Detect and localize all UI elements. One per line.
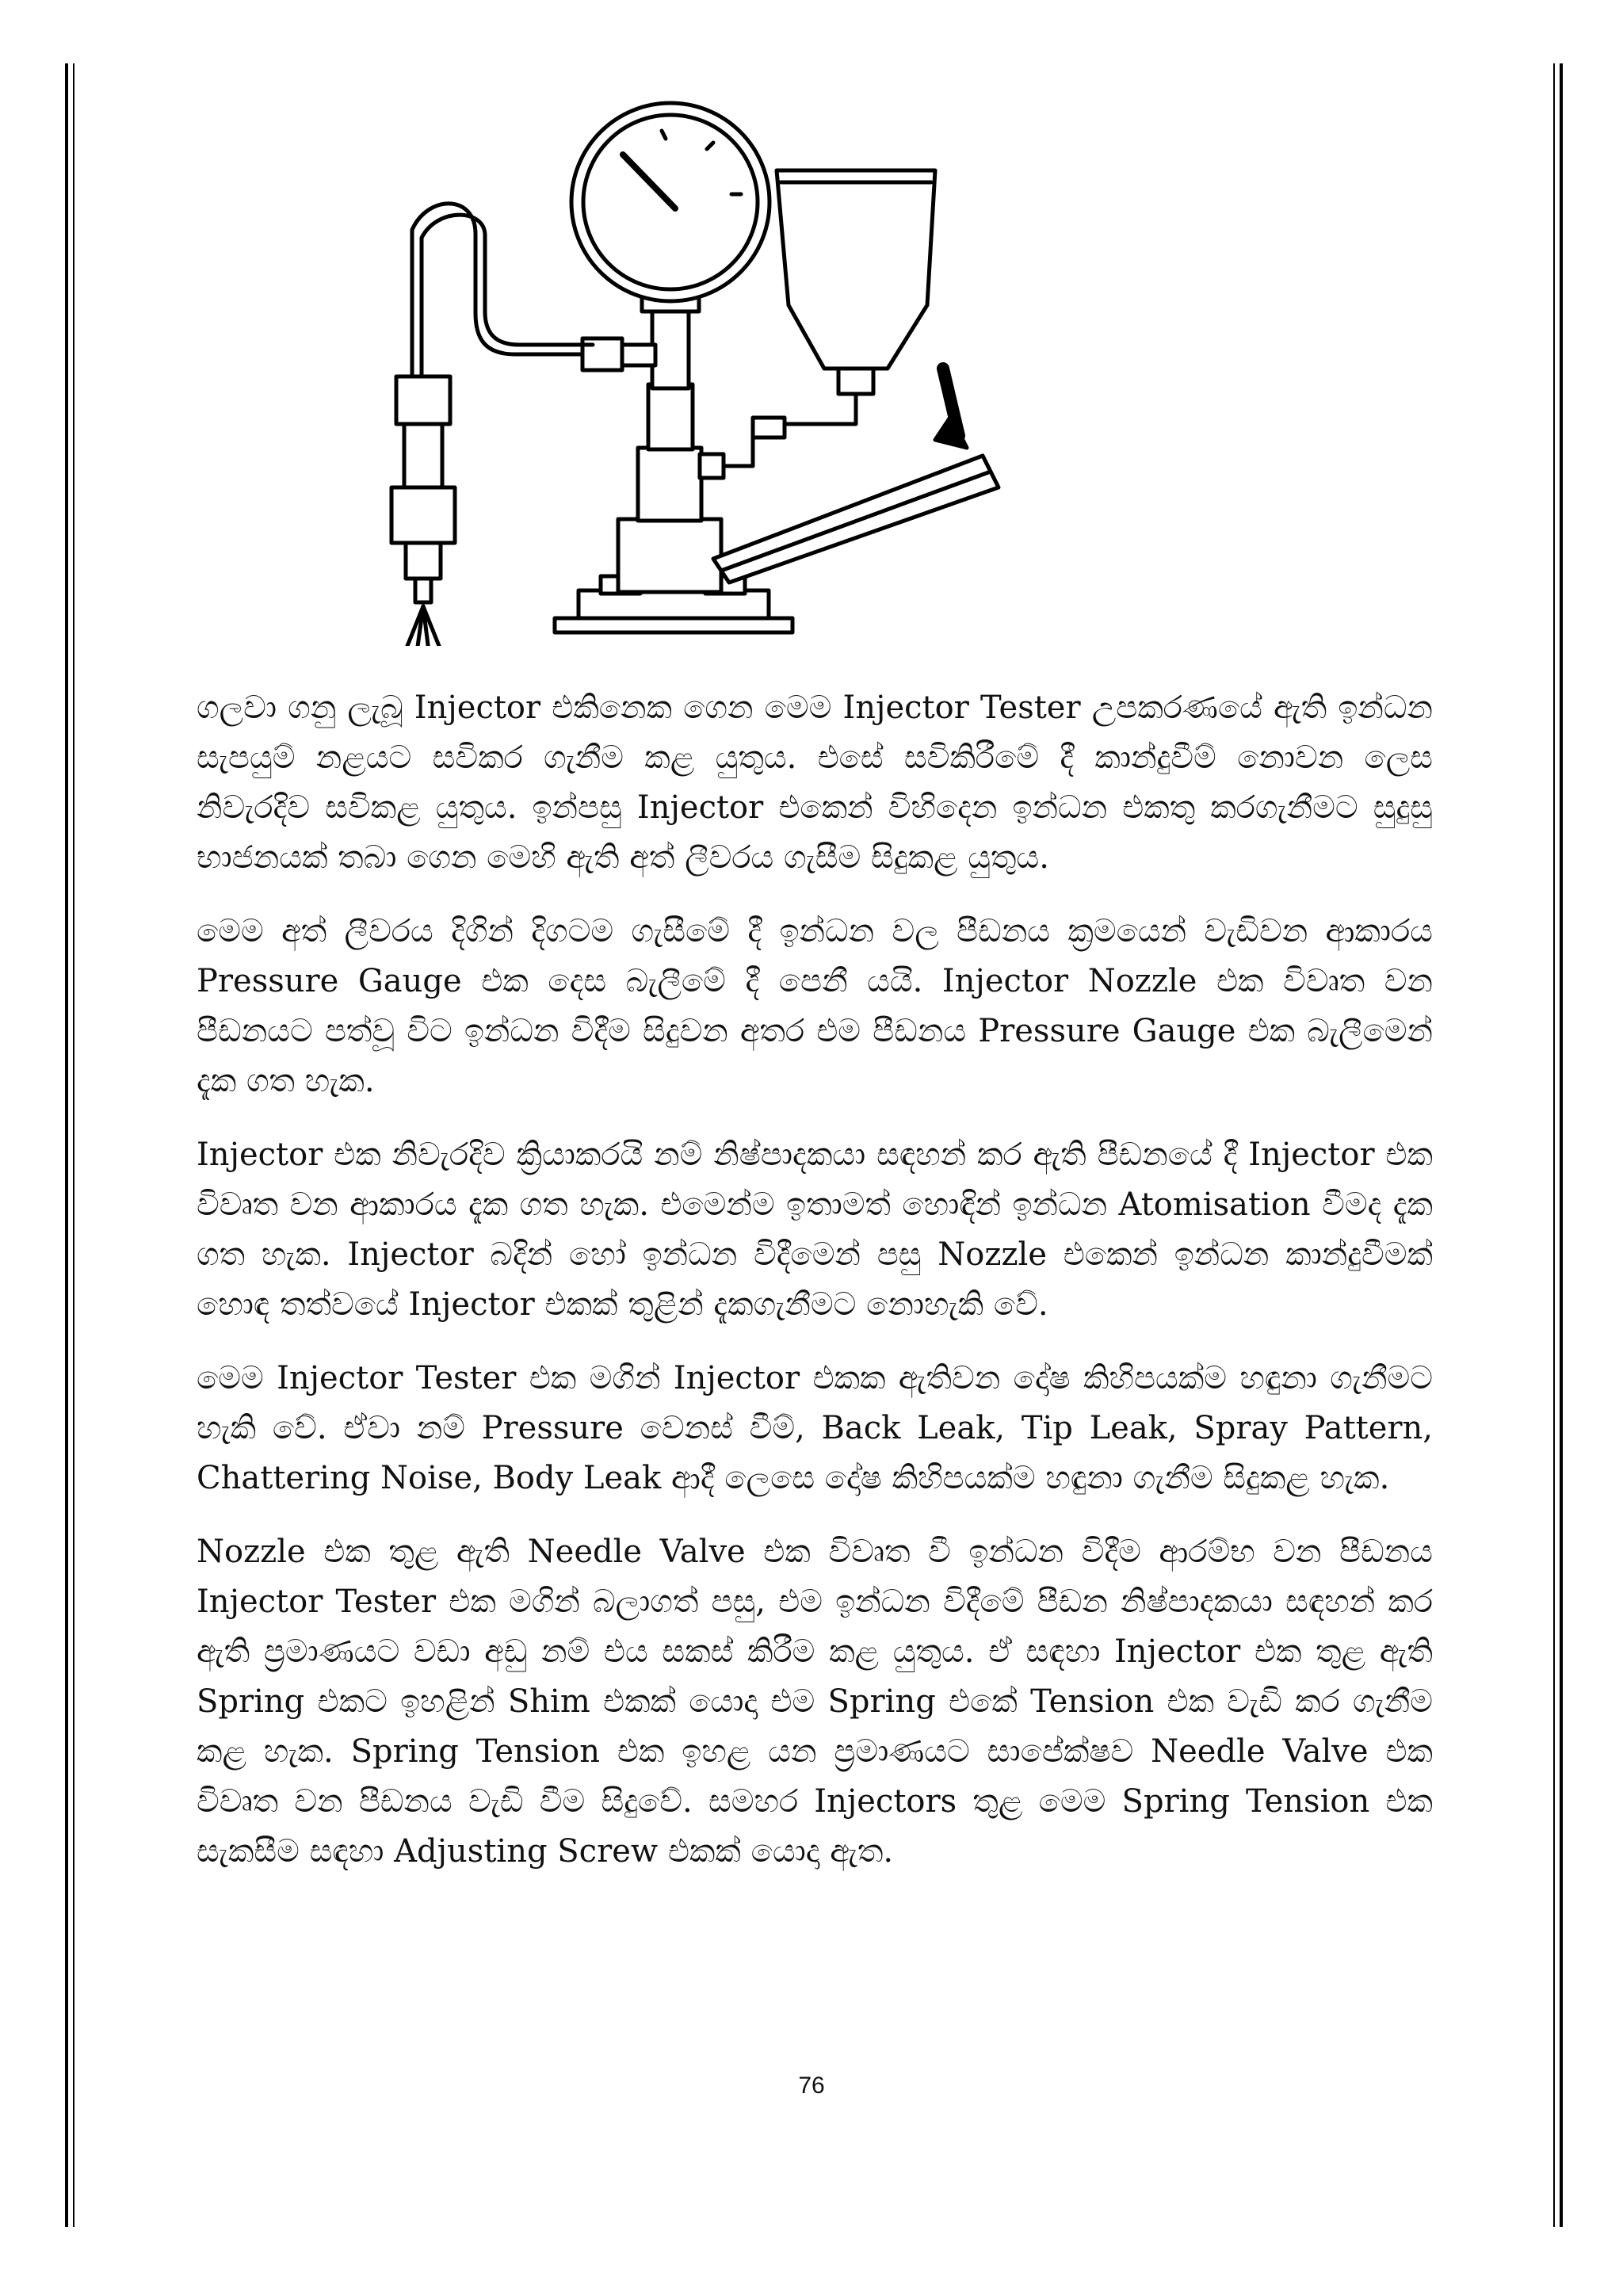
paragraph-3: Injector එක නිවැරදිව ක්‍රියාකරයි නම් නිෂ්පාදකයා සඳහන් කර ඇති පීඩනයේ දී Injector එක විවෘත වන ආකාරය දැක ගත හැක. එමෙන්ම ඉතාමත් හොඳින් ඉන්ධන Atomisation වීමද දැක ගත හැක. Injector බදින් හෝ ඉන්ධන විදීමෙන් පසු Nozzle එකෙන් ඉන්ධන කාන්දුවීමක් හොඳ තත්වයේ Injector එකක් තුළින් දැකගැනීමට නොහැකි වේ. [197, 1137, 1433, 1323]
left-border-line [65, 63, 68, 2227]
body-text [197, 683, 1433, 1901]
paragraph-2: මෙම අත් ලීවරය දිගින් දිගටම ගැසීමේ දී ඉන්ධන වල පීඩනය ක්‍රමයෙන් වැඩිවන ආකාරය Pressure Gauge එක දෙස බැලීමේ දී පෙනී යයි. Injector Nozzle එක විවෘත වන පීඩනයට පත්වූ විට ඉන්ධන විදීම සිදුවන අතර එම පීඩනය Pressure Gauge එක බැලීමෙන් දැක ගත හැක. [197, 913, 1433, 1099]
right-border-line [1560, 63, 1563, 2227]
page-number: 76 [798, 2073, 825, 2099]
paragraph-5: Nozzle එක තුළ ඇති Needle Valve එක විවෘත වී ඉන්ධන විදීම ආරම්භ වන පීඩනය Injector Tester එක මගින් බලාගත් පසු, එම ඉන්ධන විදීමේ පීඩන නිෂ්පාදකයා සඳහන් කර ඇති ප්‍රමාණයට වඩා අඩු නම් එය සකස් කිරීම කළ යුතුය. ඒ සඳහා Injector එක තුළ ඇති Spring එකට ඉහළින් Shim එකක් යොදා එම Spring එකේ Tension එක වැඩි කර ගැනීම කළ හැක. Spring Tension එක ඉහළ යන ප්‍රමාණයට සාපේක්ෂව Needle Valve එක විවෘත වන පීඩනය වැඩි වීම සිදුවේ. සමහර Injectors තුළ මෙම Spring Tension එක සැකසීම සඳහා Adjusting Screw එකක් යොදා ඇත. [197, 1534, 1433, 1870]
injector-tester-illustration [380, 75, 1030, 646]
paragraph-1: ගලවා ගනු ලැබූ Injector එකිනෙක ගෙන මෙම Injector Tester උපකරණයේ ඇති ඉන්ධන සැපයුම් නළයට සවිකර ගැනීම කළ යුතුය. එසේ සවිකිරීමේ දී කාන්දුවීම් නොවන ලෙස නිවැරදිව සවිකළ යුතුය. ඉන්පසු Injector එකෙන් විහිදෙන ඉන්ධන එකතු කරගැනීමට සුදුසු භාජනයක් තබා ගෙන මෙහි ඇති අත් ලීවරය ගැසීම සිදුකළ යුතුය. [197, 690, 1433, 876]
left-border-inner-line [73, 63, 74, 2227]
right-border-inner-line [1553, 63, 1555, 2227]
paragraph-4: මෙම Injector Tester එක මගින් Injector එකක ඇතිවන දෝෂ කිහිපයක්ම හඳුනා ගැනීමට හැකි වේ. ඒවා නම් Pressure වෙනස් වීම්, Back Leak, Tip Leak, Spray Pattern, Chattering Noise, Body Leak ආදී ලෙසෙ දෝෂ කිහිපයක්ම හඳුනා ගැනීම සිදුකළ හැක. [197, 1360, 1433, 1496]
